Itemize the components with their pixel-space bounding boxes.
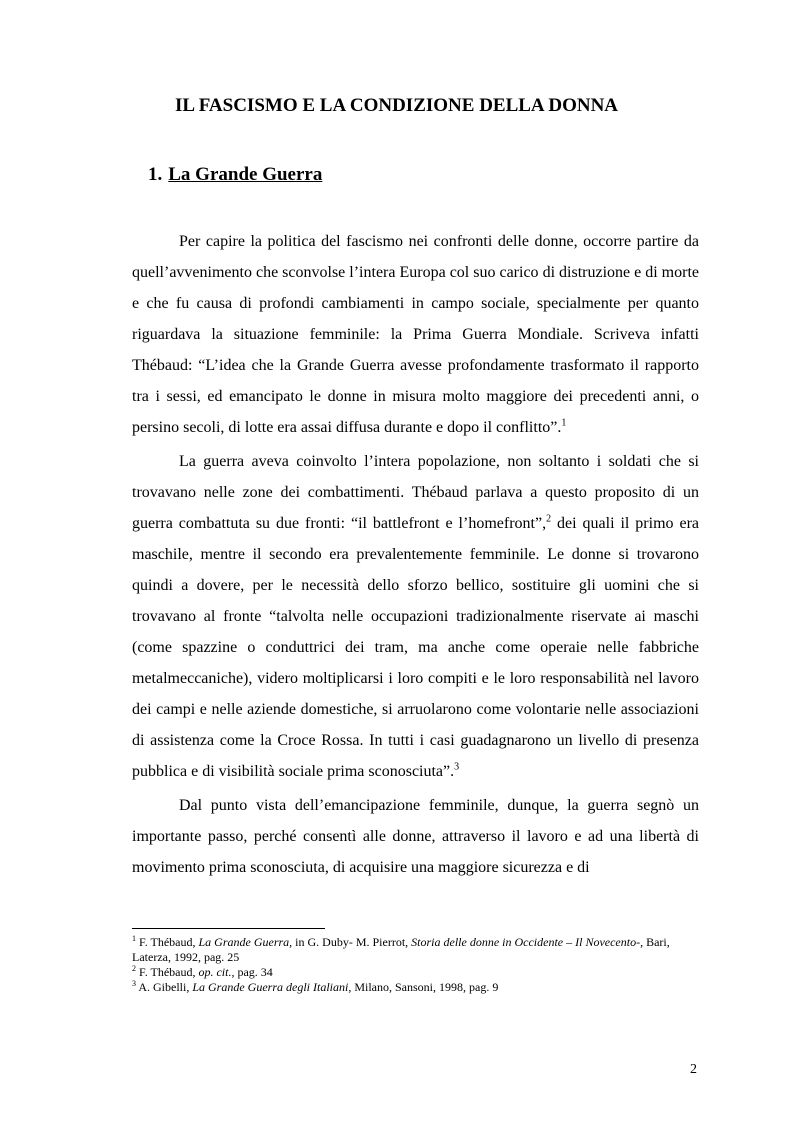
chapter-title: IL FASCISMO E LA CONDIZIONE DELLA DONNA [174,95,619,116]
footnote [132,980,699,995]
footnote [132,965,699,980]
paragraph-text: La guerra aveva coinvolto l’intera popolazione, non soltanto i soldati che si trovavano nelle zone dei combattimenti. Thébaud parlava a questo proposito di un guerra combattuta su due fronti: “il battlefront e l’homefront”, [132,453,699,532]
footnote-text: , Bari, Laterza, 1992, pag. 25 [132,935,670,964]
footnote [132,935,699,965]
footnotes [132,935,699,995]
footnote-italic: La Grande Guerra, [198,935,293,949]
footnote-text: in G. Duby- M. Pierrot, [292,935,412,949]
footnote-text: F. Thébaud, [136,935,199,949]
footnote-separator [132,928,325,929]
paragraph [132,446,699,787]
section-heading [148,164,322,186]
footnote-text: pag. 34 [234,965,273,979]
footnote-text: F. Thébaud, [136,965,199,979]
paragraph-text: Dal punto vista dell’emancipazione femminile, dunque, la guerra segnò un importante passo, perché consentì alle donne, attraverso il lavoro e ad una libertà di movimento prima sconosciuta, di acquisire una maggiore sicurezza e di [132,797,699,876]
footnote-number: 3 [132,979,136,988]
paragraph-text: Per capire la politica del fascismo nei confronti delle donne, occorre partire da quell’avvenimento che sconvolse l’intera Europa col suo carico di distruzione e di morte e che fu causa di profondi cambiamenti in campo sociale, specialmente per quanto riguardava la situazione femminile: la Prima Guerra Mondiale. Scriveva infatti Thébaud: “L’idea che la Grande Guerra avesse profondamente trasformato il rapporto tra i sessi, ed emancipato le donne in misura molto maggiore dei precedenti anni, o persino secoli, di lotte era assai diffusa durante e dopo il conflitto”. [132,233,699,436]
paragraph [132,226,699,443]
paragraph-text: dei quali il primo era maschile, mentre il secondo era prevalentemente femminile. Le donne si trovarono quindi a dovere, per le necessità dello sforzo bellico, sostituire gli uomini che si trovavano al fronte “talvolta nelle occupazioni tradizionalmente riservate ai maschi (come spazzine o conduttrici dei tram, ma anche come operaie nelle fabbriche metalmeccaniche), videro moltiplicarsi i loro compiti e le loro responsabilità nel lavoro dei campi e nelle aziende domestiche, si arruolarono come volontarie nelle associazioni di assistenza come la Croce Rossa. In tutti i casi guadagnarono un livello di presenza pubblica e di visibilità sociale prima sconosciuta”. [132,515,699,780]
footnote-italic: op. cit., [198,965,235,979]
footnote-ref: 3 [454,761,460,773]
footnote-ref: 1 [561,417,567,429]
footnote-italic: La Grande Guerra degli Italiani, [192,980,352,994]
footnote-italic: Storia delle donne in Occidente – Il Novecento- [411,935,641,949]
footnote-ref: 2 [546,513,552,525]
body-text [132,226,699,883]
footnote-number: 1 [132,934,136,943]
footnote-text: A. Gibelli, [136,980,193,994]
section-title: La Grande Guerra [168,164,323,185]
paragraph [132,790,699,883]
footnote-number: 2 [132,964,136,973]
page-number: 2 [690,1062,697,1077]
section-number: 1. [148,164,163,185]
footnote-text: Milano, Sansoni, 1998, pag. 9 [351,980,499,994]
